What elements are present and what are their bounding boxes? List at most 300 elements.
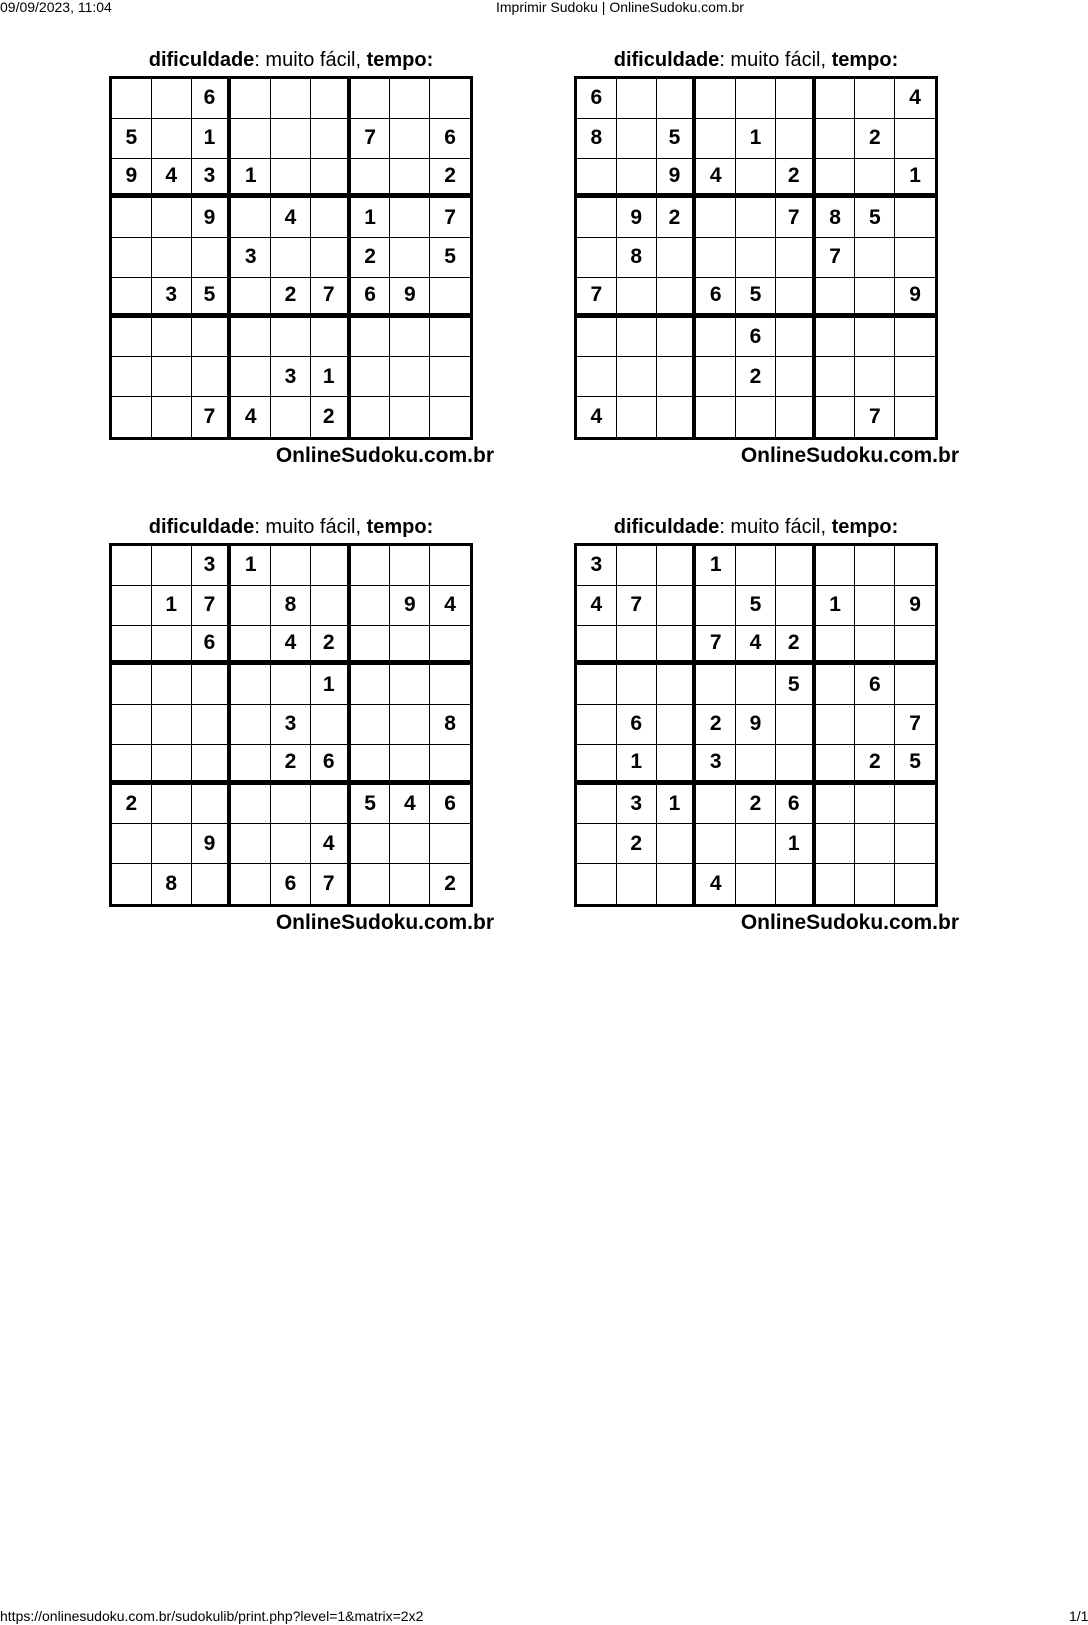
sudoku-cell [577, 824, 617, 864]
sudoku-cell [657, 397, 697, 437]
sudoku-cell [617, 159, 657, 199]
sudoku-cell: 7 [816, 238, 856, 278]
sudoku-cell [696, 665, 736, 705]
sudoku-cell [696, 198, 736, 238]
sudoku-cell [351, 665, 391, 705]
sudoku-cell [390, 198, 430, 238]
sudoku-cell: 1 [351, 198, 391, 238]
page-number: 1/1 [1069, 1608, 1088, 1624]
sudoku-puzzle-1 [109, 48, 494, 467]
sudoku-cell [855, 824, 895, 864]
difficulty-label: dificuldade [613, 516, 720, 538]
sudoku-cell [696, 318, 736, 358]
sudoku-cell: 4 [231, 397, 271, 437]
sudoku-cell [152, 824, 192, 864]
sudoku-cell [112, 546, 152, 586]
sudoku-cell [112, 198, 152, 238]
sudoku-cell: 2 [617, 824, 657, 864]
sudoku-cell [657, 824, 697, 864]
sudoku-cell [152, 705, 192, 745]
sudoku-grid [574, 76, 938, 440]
sudoku-cell [816, 79, 856, 119]
sudoku-cell [617, 318, 657, 358]
sudoku-cell: 7 [776, 198, 816, 238]
sudoku-cell: 3 [271, 357, 311, 397]
sudoku-cell [430, 357, 470, 397]
sudoku-cell: 6 [577, 79, 617, 119]
sudoku-cell [311, 159, 351, 199]
sudoku-cell [430, 745, 470, 785]
sudoku-cell: 3 [192, 159, 232, 199]
sudoku-cell [736, 397, 776, 437]
sudoku-cell: 6 [776, 785, 816, 825]
sudoku-cell [231, 79, 271, 119]
sudoku-cell [617, 665, 657, 705]
difficulty-value: : muito fácil, [719, 49, 832, 71]
sudoku-cell [192, 705, 232, 745]
sudoku-cell [271, 546, 311, 586]
sudoku-cell [855, 546, 895, 586]
sudoku-cell [895, 546, 935, 586]
sudoku-cell [271, 665, 311, 705]
sudoku-cell [816, 278, 856, 318]
sudoku-cell: 7 [311, 278, 351, 318]
sudoku-cell [152, 357, 192, 397]
sudoku-cell: 1 [895, 159, 935, 199]
difficulty-label: dificuldade [148, 516, 255, 538]
sudoku-cell [351, 546, 391, 586]
sudoku-cell [816, 745, 856, 785]
sudoku-cell [271, 119, 311, 159]
sudoku-cell: 2 [657, 198, 697, 238]
sudoku-cell: 7 [855, 397, 895, 437]
sudoku-cell [577, 159, 617, 199]
sudoku-cell [231, 198, 271, 238]
sudoku-cell [577, 665, 617, 705]
sudoku-cell: 4 [577, 586, 617, 626]
sudoku-cell [112, 626, 152, 666]
sudoku-cell [192, 357, 232, 397]
sudoku-cell: 6 [271, 864, 311, 904]
sudoku-cell: 1 [696, 546, 736, 586]
sudoku-cell [311, 238, 351, 278]
sudoku-cell [776, 864, 816, 904]
sudoku-cell [112, 238, 152, 278]
sudoku-cell: 3 [152, 278, 192, 318]
sudoku-cell [192, 745, 232, 785]
sudoku-cell [776, 745, 816, 785]
sudoku-cell [430, 278, 470, 318]
sudoku-cell [696, 238, 736, 278]
sudoku-cell: 2 [311, 626, 351, 666]
sudoku-cell [895, 318, 935, 358]
sudoku-cell [816, 546, 856, 586]
sudoku-cell [152, 238, 192, 278]
sudoku-cell [577, 318, 617, 358]
sudoku-cell [390, 626, 430, 666]
print-source-url: https://onlinesudoku.com.br/sudokulib/print.php?level=1&matrix=2x2 [0, 1608, 424, 1624]
sudoku-cell: 1 [617, 745, 657, 785]
sudoku-cell: 9 [895, 586, 935, 626]
sudoku-cell: 5 [657, 119, 697, 159]
sudoku-cell [390, 745, 430, 785]
sudoku-cell [351, 745, 391, 785]
sudoku-cell [112, 745, 152, 785]
time-label: tempo: [366, 516, 434, 538]
sudoku-cell [895, 198, 935, 238]
difficulty-label: dificuldade [148, 49, 255, 71]
sudoku-cell [736, 159, 776, 199]
sudoku-cell [390, 79, 430, 119]
sudoku-cell: 9 [617, 198, 657, 238]
sudoku-cell [351, 626, 391, 666]
sudoku-cell [311, 119, 351, 159]
sudoku-cell: 7 [311, 864, 351, 904]
sudoku-cell [390, 318, 430, 358]
sudoku-cell [617, 626, 657, 666]
sudoku-cell [112, 318, 152, 358]
sudoku-cell: 5 [112, 119, 152, 159]
sudoku-cell: 3 [231, 238, 271, 278]
sudoku-cell: 9 [112, 159, 152, 199]
sudoku-cell [895, 238, 935, 278]
sudoku-cell [816, 119, 856, 159]
sudoku-cell: 4 [696, 159, 736, 199]
sudoku-cell: 3 [577, 546, 617, 586]
sudoku-cell: 8 [816, 198, 856, 238]
sudoku-cell [776, 397, 816, 437]
sudoku-cell [657, 745, 697, 785]
sudoku-cell [351, 586, 391, 626]
sudoku-cell: 7 [895, 705, 935, 745]
sudoku-cell: 5 [776, 665, 816, 705]
sudoku-cell [855, 586, 895, 626]
sudoku-cell: 1 [816, 586, 856, 626]
time-label: tempo: [831, 49, 899, 71]
sudoku-cell [855, 278, 895, 318]
sudoku-cell [696, 586, 736, 626]
sudoku-cell: 2 [776, 626, 816, 666]
sudoku-cell [657, 357, 697, 397]
sudoku-cell [855, 626, 895, 666]
sudoku-cell [816, 705, 856, 745]
sudoku-cell [736, 745, 776, 785]
sudoku-cell [390, 864, 430, 904]
sudoku-cell [390, 159, 430, 199]
sudoku-cell: 9 [657, 159, 697, 199]
sudoku-cell [351, 397, 391, 437]
sudoku-cell [112, 864, 152, 904]
sudoku-cell [192, 318, 232, 358]
sudoku-cell [776, 357, 816, 397]
sudoku-cell: 1 [311, 357, 351, 397]
sudoku-cell: 4 [271, 626, 311, 666]
sudoku-cell: 2 [444, 872, 456, 896]
sudoku-cell [390, 357, 430, 397]
sudoku-cell [231, 824, 271, 864]
sudoku-cell [657, 626, 697, 666]
sudoku-cell [736, 198, 776, 238]
sudoku-cell [430, 546, 470, 586]
sudoku-cell [311, 198, 351, 238]
sudoku-cell: 7 [696, 626, 736, 666]
sudoku-cell [816, 665, 856, 705]
sudoku-cell [351, 705, 391, 745]
sudoku-cell: 7 [577, 278, 617, 318]
difficulty-line [574, 515, 938, 539]
sudoku-cell [271, 238, 311, 278]
sudoku-cell [696, 357, 736, 397]
sudoku-cell [816, 159, 856, 199]
sudoku-cell: 6 [430, 119, 470, 159]
sudoku-cell [736, 824, 776, 864]
sudoku-cell: 6 [430, 785, 470, 825]
sudoku-cell [657, 586, 697, 626]
sudoku-cell [816, 864, 856, 904]
sudoku-cell [390, 665, 430, 705]
sudoku-cell [152, 546, 192, 586]
sudoku-cell [855, 864, 895, 904]
sudoku-cell [736, 665, 776, 705]
sudoku-cell [231, 785, 271, 825]
sudoku-grid [574, 543, 938, 907]
sudoku-cell: 2 [351, 238, 391, 278]
sudoku-cell: 9 [192, 198, 232, 238]
sudoku-cell: 8 [577, 119, 617, 159]
sudoku-cell [816, 824, 856, 864]
sudoku-cell: 1 [776, 824, 816, 864]
sudoku-cell: 5 [430, 238, 470, 278]
sudoku-cell: 4 [311, 824, 351, 864]
sudoku-cell [895, 864, 935, 904]
sudoku-cell [112, 79, 152, 119]
sudoku-cell: 8 [152, 864, 192, 904]
sudoku-cell [895, 357, 935, 397]
sudoku-cell [112, 665, 152, 705]
sudoku-cell: 2 [776, 159, 816, 199]
sudoku-cell [192, 665, 232, 705]
sudoku-cell [311, 318, 351, 358]
brand-watermark: OnlineSudoku.com.br [275, 444, 494, 467]
sudoku-cell: 2 [736, 785, 776, 825]
sudoku-cell [855, 79, 895, 119]
sudoku-cell: 1 [192, 119, 232, 159]
sudoku-cell [855, 318, 895, 358]
sudoku-cell: 7 [192, 586, 232, 626]
sudoku-cell [696, 397, 736, 437]
sudoku-cell: 2 [736, 357, 776, 397]
sudoku-cell [430, 824, 470, 864]
sudoku-cell [577, 745, 617, 785]
sudoku-cell [192, 864, 232, 904]
sudoku-cell [776, 79, 816, 119]
sudoku-cell [895, 397, 935, 437]
difficulty-label: dificuldade [613, 49, 720, 71]
sudoku-cell: 8 [430, 705, 470, 745]
sudoku-puzzle-3 [109, 515, 494, 934]
sudoku-cell [577, 238, 617, 278]
sudoku-cell [657, 318, 697, 358]
sudoku-cell [657, 238, 697, 278]
sudoku-cell: 4 [895, 79, 935, 119]
sudoku-cell [351, 864, 391, 904]
sudoku-cell [112, 586, 152, 626]
sudoku-cell [152, 79, 192, 119]
sudoku-puzzle-2 [574, 48, 959, 467]
sudoku-cell: 9 [390, 278, 430, 318]
sudoku-cell [152, 626, 192, 666]
sudoku-cell [776, 586, 816, 626]
sudoku-cell [855, 705, 895, 745]
sudoku-cell [231, 318, 271, 358]
sudoku-cell: 2 [696, 705, 736, 745]
sudoku-cell: 4 [736, 626, 776, 666]
sudoku-cell: 7 [351, 119, 391, 159]
sudoku-cell [271, 824, 311, 864]
sudoku-cell [776, 318, 816, 358]
sudoku-cell [152, 318, 192, 358]
sudoku-cell [816, 318, 856, 358]
sudoku-cell [390, 824, 430, 864]
difficulty-value: : muito fácil, [254, 49, 367, 71]
sudoku-cell [736, 864, 776, 904]
sudoku-cell [577, 357, 617, 397]
sudoku-cell [430, 318, 470, 358]
sudoku-cell [351, 79, 391, 119]
sudoku-cell [617, 79, 657, 119]
sudoku-cell [776, 119, 816, 159]
sudoku-cell [152, 119, 192, 159]
sudoku-cell [192, 238, 232, 278]
sudoku-cell [271, 318, 311, 358]
sudoku-cell [895, 824, 935, 864]
sudoku-cell [231, 357, 271, 397]
time-label: tempo: [831, 516, 899, 538]
sudoku-cell [112, 824, 152, 864]
sudoku-cell [152, 745, 192, 785]
sudoku-cell [152, 785, 192, 825]
time-label: tempo: [366, 49, 434, 71]
sudoku-cell: 5 [351, 785, 391, 825]
sudoku-cell [617, 278, 657, 318]
sudoku-grid [109, 543, 473, 907]
sudoku-cell [895, 626, 935, 666]
sudoku-cell: 9 [390, 586, 430, 626]
sudoku-cell: 5 [855, 198, 895, 238]
sudoku-cell [657, 665, 697, 705]
sudoku-cell [776, 238, 816, 278]
sudoku-cell: 7 [430, 198, 470, 238]
sudoku-cell [430, 626, 470, 666]
sudoku-cell [390, 705, 430, 745]
sudoku-cell [895, 119, 935, 159]
sudoku-cell [657, 705, 697, 745]
sudoku-cell [311, 546, 351, 586]
sudoku-cell [657, 864, 697, 904]
sudoku-cell: 7 [617, 586, 657, 626]
sudoku-cell: 2 [855, 119, 895, 159]
sudoku-cell: 4 [152, 159, 192, 199]
sudoku-cell [657, 546, 697, 586]
sudoku-cell [351, 824, 391, 864]
sudoku-cell: 4 [696, 864, 736, 904]
sudoku-cell: 3 [271, 705, 311, 745]
sudoku-cell [112, 705, 152, 745]
sudoku-cell: 1 [231, 546, 271, 586]
sudoku-cell: 6 [351, 278, 391, 318]
sudoku-cell [152, 397, 192, 437]
brand-watermark: OnlineSudoku.com.br [275, 911, 494, 934]
sudoku-cell [390, 397, 430, 437]
sudoku-cell [351, 318, 391, 358]
sudoku-cell: 9 [192, 824, 232, 864]
sudoku-cell [696, 119, 736, 159]
sudoku-cell [816, 626, 856, 666]
sudoku-cell [152, 665, 192, 705]
difficulty-line [109, 48, 473, 72]
sudoku-cell: 2 [855, 745, 895, 785]
print-datetime: 09/09/2023, 11:04 [0, 0, 112, 15]
sudoku-cell [271, 785, 311, 825]
sudoku-cell [390, 119, 430, 159]
sudoku-cell [390, 546, 430, 586]
sudoku-cell [816, 357, 856, 397]
sudoku-cell [351, 357, 391, 397]
sudoku-cell [855, 238, 895, 278]
sudoku-cell: 2 [311, 397, 351, 437]
sudoku-cell [231, 745, 271, 785]
sudoku-cell [231, 864, 271, 904]
sudoku-cell: 1 [657, 785, 697, 825]
sudoku-cell [112, 357, 152, 397]
sudoku-cell: 6 [696, 278, 736, 318]
brand-watermark: OnlineSudoku.com.br [740, 911, 959, 934]
sudoku-cell: 9 [736, 705, 776, 745]
sudoku-cell [311, 785, 351, 825]
sudoku-cell [736, 546, 776, 586]
brand-watermark: OnlineSudoku.com.br [740, 444, 959, 467]
sudoku-cell [855, 159, 895, 199]
sudoku-cell: 6 [617, 705, 657, 745]
difficulty-value: : muito fácil, [719, 516, 832, 538]
sudoku-cell [577, 626, 617, 666]
sudoku-cell [112, 278, 152, 318]
sudoku-cell: 6 [192, 79, 232, 119]
sudoku-cell [855, 785, 895, 825]
sudoku-cell [776, 546, 816, 586]
difficulty-line [109, 515, 473, 539]
sudoku-cell [736, 238, 776, 278]
sudoku-cell [430, 79, 470, 119]
sudoku-puzzle-4 [574, 515, 959, 934]
sudoku-cell [617, 397, 657, 437]
sudoku-cell: 7 [192, 397, 232, 437]
sudoku-grid [109, 76, 473, 440]
sudoku-cell [231, 705, 271, 745]
sudoku-cell: 4 [430, 586, 470, 626]
sudoku-cell [736, 79, 776, 119]
sudoku-cell [192, 785, 232, 825]
sudoku-cell [617, 864, 657, 904]
sudoku-cell: 3 [617, 785, 657, 825]
sudoku-cell [351, 159, 391, 199]
sudoku-cell: 4 [390, 785, 430, 825]
sudoku-cell: 3 [192, 546, 232, 586]
sudoku-cell: 6 [855, 665, 895, 705]
sudoku-cell: 8 [617, 238, 657, 278]
sudoku-cell [311, 586, 351, 626]
sudoku-cell: 2 [271, 745, 311, 785]
